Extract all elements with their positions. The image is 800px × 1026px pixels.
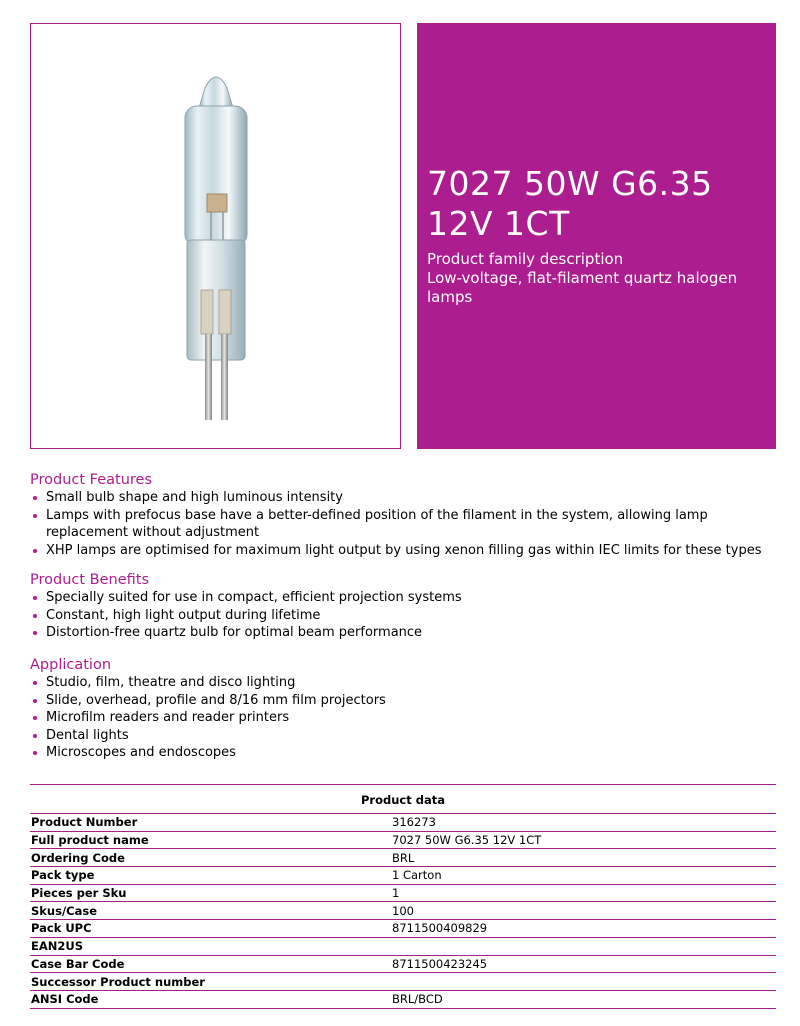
list-item: Constant, high light output during lifetime	[30, 607, 780, 625]
row-value	[391, 973, 776, 991]
row-value: 8711500409829	[391, 920, 776, 938]
table-row	[30, 831, 776, 849]
row-value: 1	[391, 884, 776, 902]
product-title: 7027 50W G6.35 12V 1CT	[427, 164, 713, 243]
row-value: 7027 50W G6.35 12V 1CT	[391, 831, 776, 849]
list-item: Studio, film, theatre and disco lighting	[30, 674, 780, 692]
table-row	[30, 849, 776, 867]
row-label: Skus/Case	[30, 902, 391, 920]
product-features-heading: Product Features	[30, 472, 153, 488]
product-image-frame	[30, 23, 401, 449]
application-list	[30, 674, 780, 762]
row-value: BRL	[391, 849, 776, 867]
row-label: Pieces per Sku	[30, 884, 391, 902]
row-value	[391, 937, 776, 955]
halogen-lamp-image	[161, 68, 271, 428]
table-row	[30, 990, 776, 1008]
row-value: 8711500423245	[391, 955, 776, 973]
table-row	[30, 920, 776, 938]
list-item: Dental lights	[30, 727, 780, 745]
product-features-list	[30, 489, 780, 559]
product-benefits-list	[30, 589, 780, 642]
row-label: Successor Product number	[30, 973, 391, 991]
row-value: 100	[391, 902, 776, 920]
application-section	[30, 656, 780, 762]
product-family-description: Low-voltage, flat-filament quartz halogen lamps	[427, 269, 738, 306]
table-row	[30, 902, 776, 920]
table-row	[30, 955, 776, 973]
list-item: Small bulb shape and high luminous intensity	[30, 489, 780, 507]
table-row	[30, 867, 776, 885]
application-heading: Application	[30, 657, 112, 673]
row-value: BRL/BCD	[391, 990, 776, 1008]
product-features-section	[30, 471, 780, 559]
row-label: Pack UPC	[30, 920, 391, 938]
list-item: Specially suited for use in compact, efficient projection systems	[30, 589, 780, 607]
table-row	[30, 814, 776, 832]
product-data-table	[30, 784, 776, 1009]
table-row	[30, 937, 776, 955]
product-family-description-label: Product family description	[427, 250, 624, 268]
row-label: ANSI Code	[30, 990, 391, 1008]
list-item: Microscopes and endoscopes	[30, 744, 780, 762]
row-value: 316273	[391, 814, 776, 832]
list-item: Distortion-free quartz bulb for optimal beam performance	[30, 624, 780, 642]
row-label: Case Bar Code	[30, 955, 391, 973]
row-label: Product Number	[30, 814, 391, 832]
row-label: EAN2US	[30, 937, 391, 955]
row-label: Full product name	[30, 831, 391, 849]
list-item: XHP lamps are optimised for maximum light output by using xenon filling gas within IEC limits for these types	[30, 542, 780, 560]
table-row	[30, 884, 776, 902]
row-value: 1 Carton	[391, 867, 776, 885]
row-label: Pack type	[30, 867, 391, 885]
product-benefits-heading: Product Benefits	[30, 572, 150, 588]
list-item: Lamps with prefocus base have a better-defined position of the filament in the system, allowing lamp replacement without adjustment	[30, 507, 780, 542]
table-row	[30, 973, 776, 991]
row-label: Ordering Code	[30, 849, 391, 867]
list-item: Slide, overhead, profile and 8/16 mm film projectors	[30, 692, 780, 710]
product-header-panel	[417, 23, 776, 449]
product-benefits-section	[30, 571, 780, 642]
product-data-heading: Product data	[30, 785, 776, 814]
list-item: Microfilm readers and reader printers	[30, 709, 780, 727]
